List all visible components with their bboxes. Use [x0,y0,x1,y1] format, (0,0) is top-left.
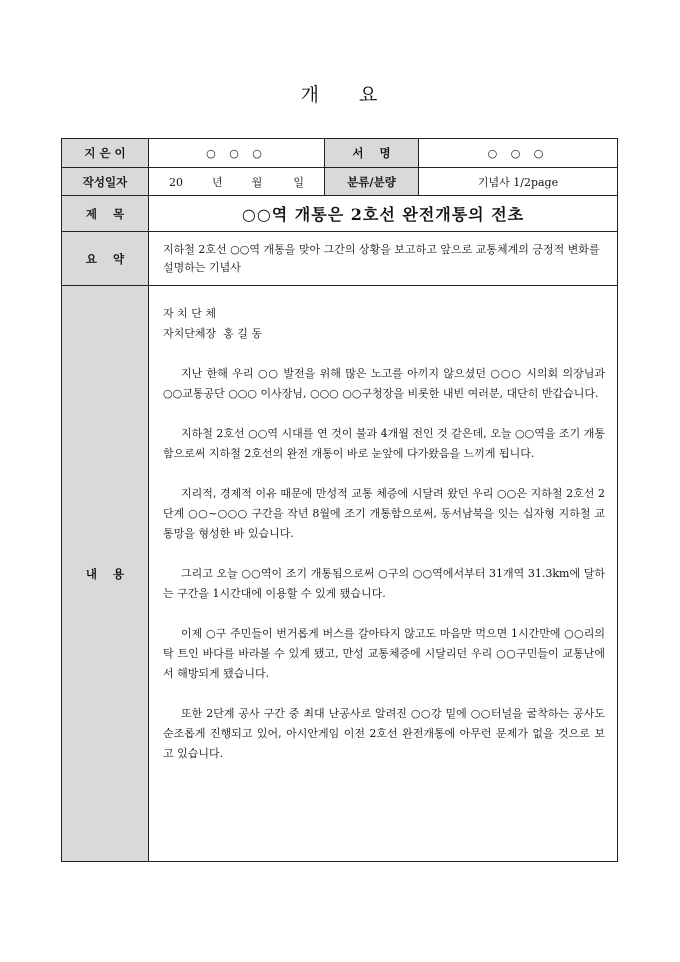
title-right: 요 [359,84,380,106]
subject-value: ○○역 개통은 2호선 완전개통의 전초 [149,196,618,232]
signature-value: ○ ○ ○ [419,139,618,168]
address-line-1: 자 치 단 체 [163,307,216,320]
row-summary [62,232,618,286]
content-label: 내 용 [62,286,149,862]
date-value [149,168,325,196]
row-author [62,139,618,168]
date-month-unit: 월 [251,175,263,189]
content-paragraph: 이제 ○구 주민들이 번거롭게 버스를 갈아타지 않고도 마음만 먹으면 1시간만에 ○○리의 탁 트인 바다를 바라볼 수 있게 됐고, 만성 교통체증에 시달리던 우리 ○○구민들이 교통난에서 해방되게 됐습니다. [163,627,605,680]
content-paragraph: 지난 한해 우리 ○○ 발전을 위해 많은 노고를 아끼지 않으셨던 ○○○ 시의회 의장님과 ○○교통공단 ○○○ 이사장님, ○○○ ○○구청장을 비롯한 내빈 여러분, 대단히 반갑습니다. [163,367,605,400]
category-value: 기념사 1/2page [419,168,618,196]
author-label: 지 은 이 [62,139,149,168]
date-label: 작성일자 [62,168,149,196]
title-left: 개 [300,84,321,106]
content-paragraph: 또한 2단계 공사 구간 중 최대 난공사로 알려진 ○○강 밑에 ○○터널을 굴착하는 공사도 순조롭게 진행되고 있어, 아시안게임 이전 2호선 완전개통에 아무런 문제가 없을 것으로 보고 있습니다. [163,707,605,760]
date-day-unit: 일 [293,175,304,189]
summary-value: 지하철 2호선 ○○역 개통을 맞아 그간의 상황을 보고하고 앞으로 교통체계의 긍정적 변화를 설명하는 기념사 [149,232,618,286]
speech-form-table [61,138,618,862]
signature-label: 서 명 [325,139,419,168]
content-paragraph: 그리고 오늘 ○○역이 조기 개통됨으로써 ○구의 ○○역에서부터 31개역 31.3km에 달하는 구간을 1시간대에 이용할 수 있게 됐습니다. [163,567,605,600]
content-paragraph: 지하철 2호선 ○○역 시대를 연 것이 불과 4개월 전인 것 같은데, 오늘 ○○역을 조기 개통함으로써 지하철 2호선의 완전 개통이 바로 눈앞에 다가왔음을 느끼게 됩니다. [163,427,605,460]
summary-label: 요 약 [62,232,149,286]
date-year-unit: 년 [212,175,223,189]
document-title [0,80,680,107]
author-value: ○ ○ ○ [149,139,325,168]
date-year: 20 [169,175,184,189]
content-body [149,286,618,862]
content-paragraph: 지리적, 경제적 이유 때문에 만성적 교통 체증에 시달려 왔던 우리 ○○은 지하철 2호선 2단계 ○○~○○○ 구간을 작년 8월에 조기 개통함으로써, 동서남북을 잇는 십자형 지하철 교통망을 형성한 바 있습니다. [163,487,605,540]
row-content [62,286,618,862]
category-label: 분류/분량 [325,168,419,196]
subject-label: 제 목 [62,196,149,232]
row-subject [62,196,618,232]
address-line-2: 자치단체장 홍 길 동 [163,327,262,340]
row-date [62,168,618,196]
